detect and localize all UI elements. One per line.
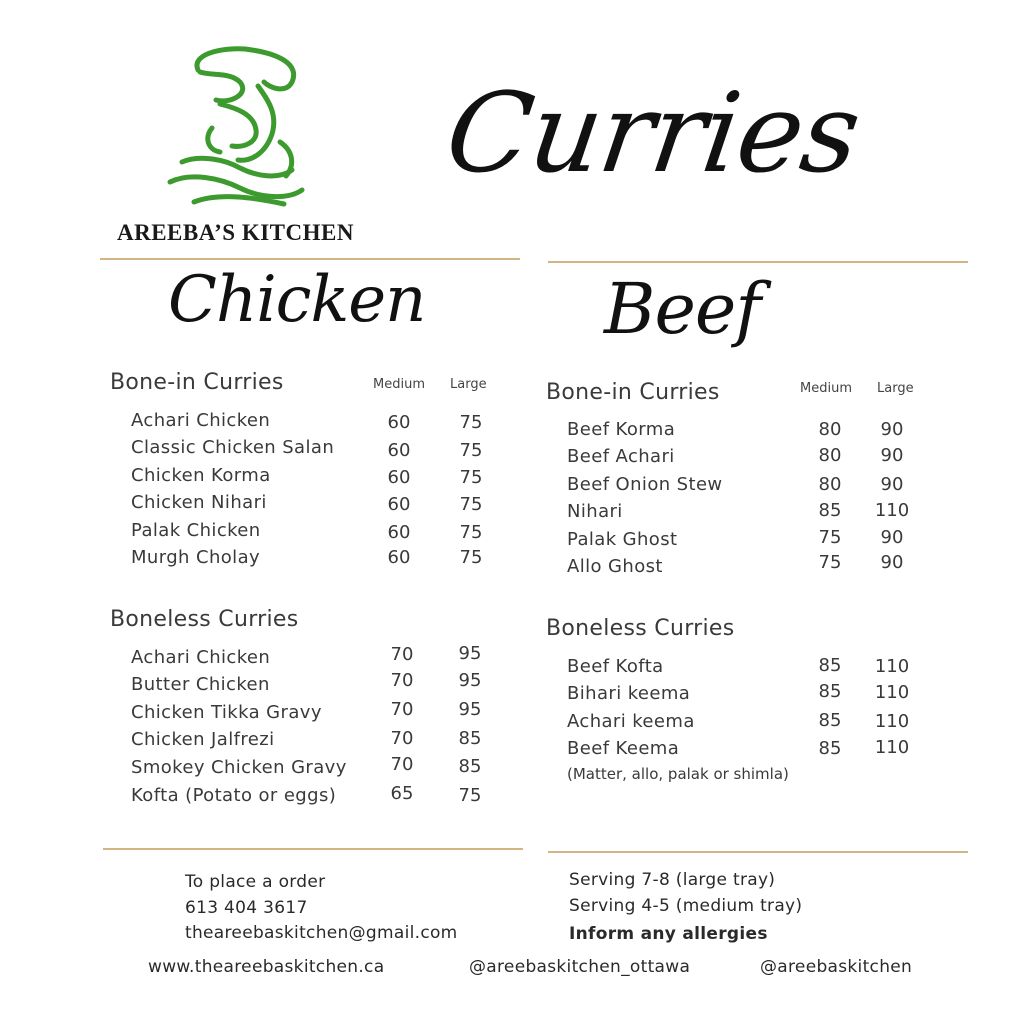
price-medium: 65 <box>390 783 414 804</box>
price-large: 110 <box>874 737 910 758</box>
menu-item-name: Achari Chicken <box>131 647 271 668</box>
menu-item-name: Palak Ghost <box>567 529 678 550</box>
beef-heading: Beef <box>604 268 761 350</box>
chicken-col-medium: Medium <box>373 377 425 392</box>
price-medium: 60 <box>387 522 411 543</box>
divider-bottom-left <box>103 848 523 850</box>
menu-item-name: Chicken Korma <box>131 465 271 486</box>
menu-item-name: Allo Ghost <box>567 556 663 577</box>
price-large: 75 <box>459 494 483 515</box>
price-large: 75 <box>459 547 483 568</box>
divider-bottom-right <box>548 851 968 853</box>
price-large: 85 <box>458 756 482 777</box>
price-large: 95 <box>458 643 482 664</box>
menu-item-name: Palak Chicken <box>131 520 261 541</box>
price-medium: 75 <box>818 552 842 573</box>
price-medium: 60 <box>387 440 411 461</box>
serving-medium: Serving 4-5 (medium tray) <box>569 896 803 916</box>
price-large: 75 <box>458 785 482 806</box>
menu-item-name: Beef Onion Stew <box>567 474 723 495</box>
beef-col-large: Large <box>877 381 914 396</box>
price-medium: 60 <box>387 412 411 433</box>
price-large: 75 <box>459 412 483 433</box>
website-link[interactable]: www.theareebaskitchen.ca <box>148 957 385 977</box>
menu-item-name: Chicken Nihari <box>131 492 267 513</box>
price-large: 110 <box>874 711 910 732</box>
menu-item-name: Smokey Chicken Gravy <box>131 757 347 778</box>
beef-boneless-title: Boneless Curries <box>546 616 735 641</box>
menu-item-name: Beef Keema <box>567 738 680 759</box>
menu-item-name: Nihari <box>567 501 623 522</box>
page-title: Curries <box>439 69 867 197</box>
chicken-boneless-title: Boneless Curries <box>110 607 299 632</box>
chicken-col-large: Large <box>450 377 487 392</box>
price-large: 95 <box>458 670 482 691</box>
beef-col-medium: Medium <box>800 381 852 396</box>
menu-item-name: Beef Korma <box>567 419 676 440</box>
menu-item-name: Bihari keema <box>567 683 691 704</box>
price-large: 85 <box>458 728 482 749</box>
divider-top-right <box>548 261 968 263</box>
divider-top-left <box>100 258 520 260</box>
price-large: 75 <box>459 467 483 488</box>
price-large: 75 <box>459 522 483 543</box>
menu-item-name: Chicken Tikka Gravy <box>131 702 322 723</box>
price-medium: 70 <box>390 644 414 665</box>
price-large: 90 <box>880 474 904 495</box>
price-large: 95 <box>458 699 482 720</box>
price-large: 90 <box>880 445 904 466</box>
price-medium: 85 <box>818 738 842 759</box>
price-medium: 85 <box>818 500 842 521</box>
order-email[interactable]: theareebaskitchen@gmail.com <box>185 923 458 943</box>
beef-bone-in-title: Bone-in Curries <box>546 380 720 405</box>
menu-item-name: Beef Achari <box>567 446 675 467</box>
price-large: 90 <box>880 527 904 548</box>
serving-large: Serving 7-8 (large tray) <box>569 870 776 890</box>
price-medium: 70 <box>390 728 414 749</box>
social-handle[interactable]: @areebaskitchen <box>760 957 913 977</box>
menu-item-name: Murgh Cholay <box>131 547 261 568</box>
beef-keema-note: (Matter, allo, palak or shimla) <box>567 765 789 783</box>
social-handle-ottawa[interactable]: @areebaskitchen_ottawa <box>469 957 691 977</box>
menu-item-name: Beef Kofta <box>567 656 664 677</box>
order-phone[interactable]: 613 404 3617 <box>185 898 308 918</box>
price-medium: 80 <box>818 445 842 466</box>
allergy-notice: Inform any allergies <box>569 924 768 944</box>
menu-item-name: Classic Chicken Salan <box>131 437 335 458</box>
price-large: 75 <box>459 440 483 461</box>
price-medium: 85 <box>818 681 842 702</box>
price-medium: 85 <box>818 655 842 676</box>
price-large: 110 <box>874 500 910 521</box>
price-medium: 80 <box>818 474 842 495</box>
chef-logo-icon <box>160 42 310 212</box>
menu-item-name: Butter Chicken <box>131 674 270 695</box>
brand-name: AREEBA’S KITCHEN <box>117 220 354 245</box>
price-medium: 75 <box>818 527 842 548</box>
order-instruction: To place a order <box>185 872 326 892</box>
price-medium: 85 <box>818 710 842 731</box>
price-large: 90 <box>880 552 904 573</box>
menu-item-name: Achari Chicken <box>131 410 271 431</box>
price-large: 110 <box>874 656 910 677</box>
price-large: 90 <box>880 419 904 440</box>
price-medium: 70 <box>390 754 414 775</box>
price-medium: 70 <box>390 670 414 691</box>
menu-item-name: Chicken Jalfrezi <box>131 729 275 750</box>
chicken-heading: Chicken <box>168 263 426 337</box>
menu-item-name: Kofta (Potato or eggs) <box>131 785 337 806</box>
price-medium: 60 <box>387 494 411 515</box>
price-medium: 70 <box>390 699 414 720</box>
price-medium: 60 <box>387 547 411 568</box>
chicken-bone-in-title: Bone-in Curries <box>110 370 284 395</box>
price-medium: 60 <box>387 467 411 488</box>
price-medium: 80 <box>818 419 842 440</box>
menu-item-name: Achari keema <box>567 711 695 732</box>
price-large: 110 <box>874 682 910 703</box>
